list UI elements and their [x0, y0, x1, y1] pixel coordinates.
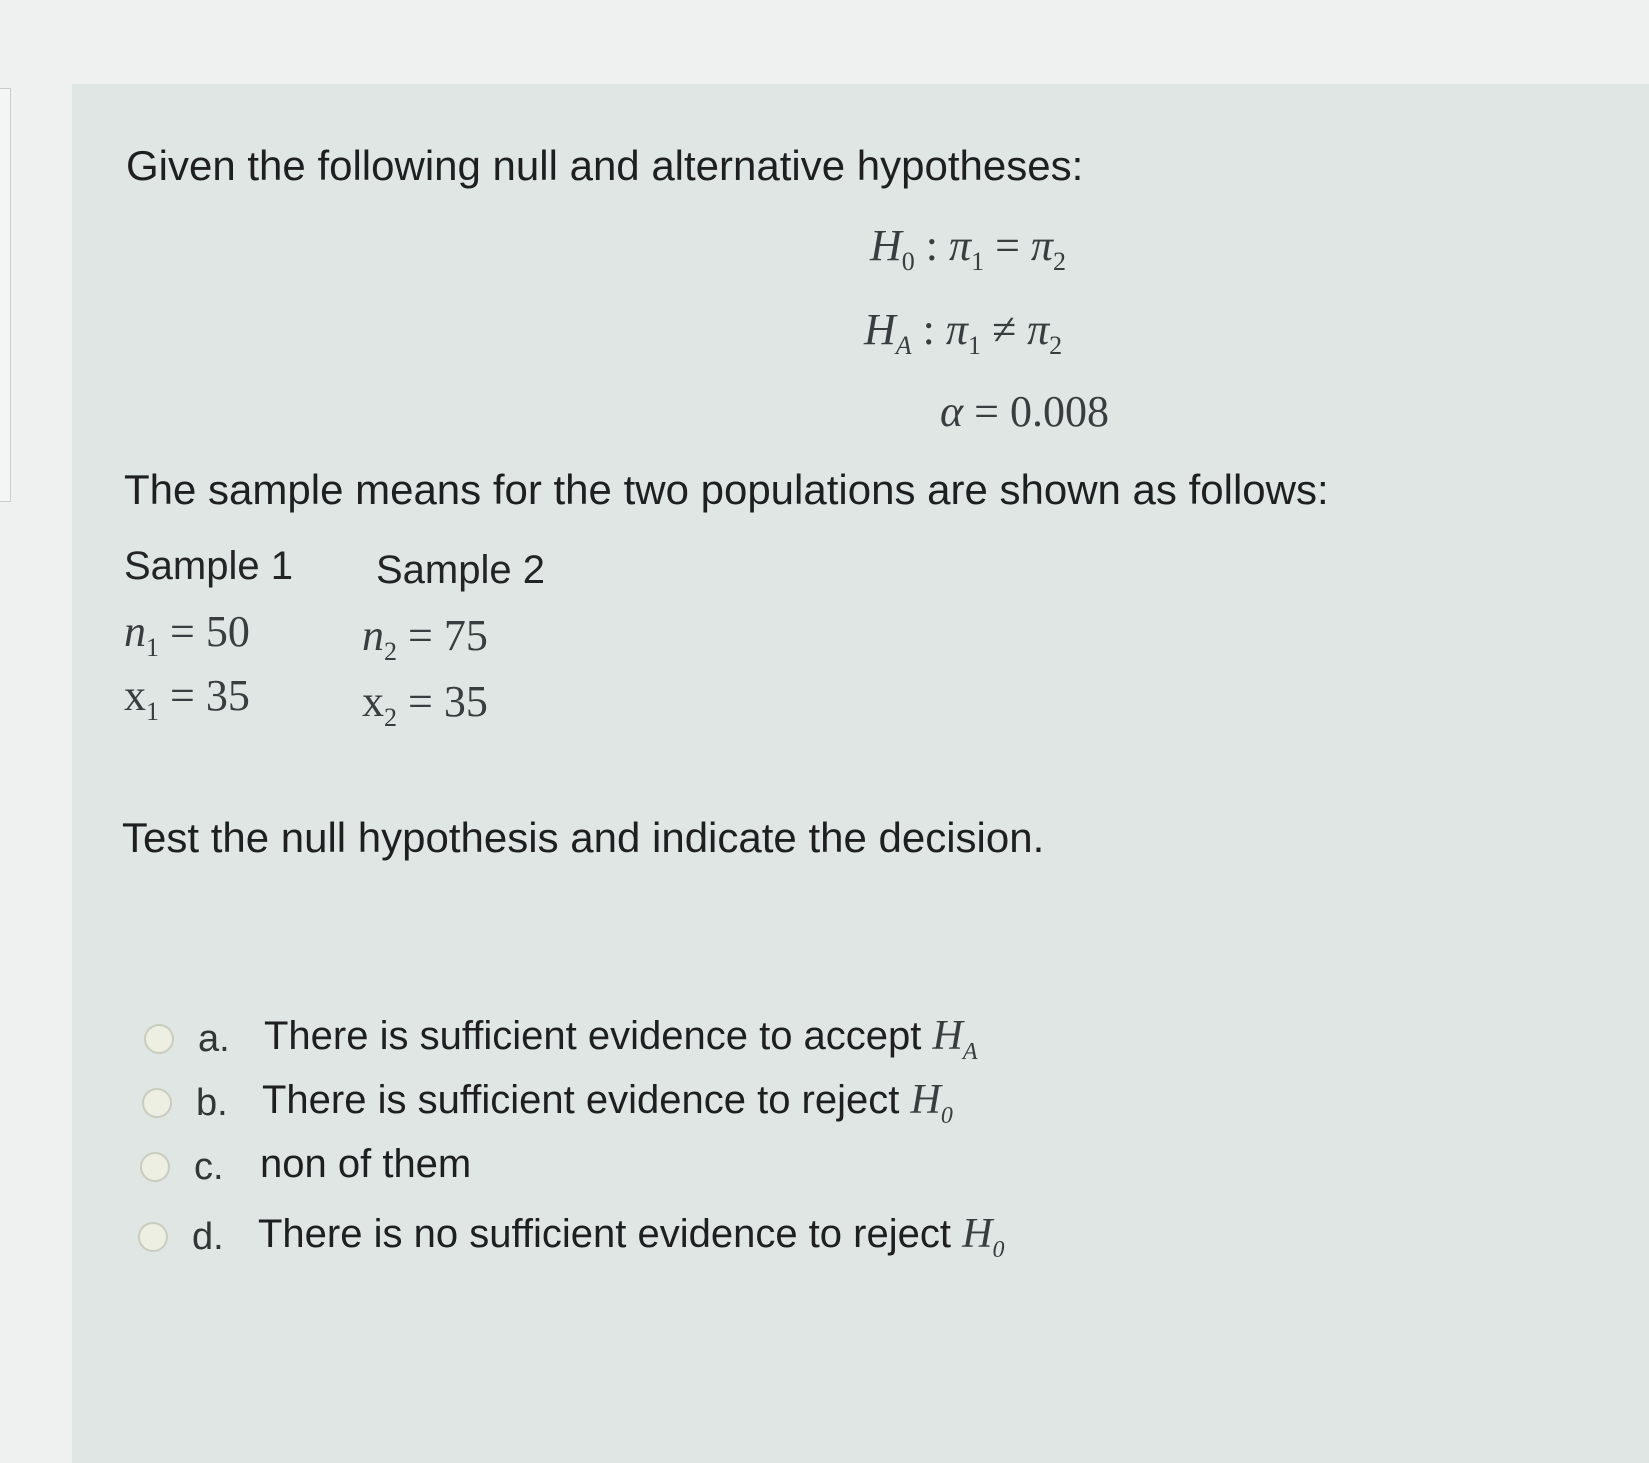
significance-level: α = 0.008 — [940, 387, 1109, 436]
instruction-text: Test the null hypothesis and indicate the decision. — [122, 814, 1045, 861]
sample-1-x: $x_1 = 35$ — [124, 671, 250, 726]
option-b-letter: b. — [196, 1081, 228, 1124]
question-intro: Given the following null and alternative hypotheses: — [126, 142, 1084, 189]
sample-2-header: Sample 2 — [376, 548, 545, 592]
option-c[interactable] — [140, 1140, 472, 1194]
sample-1-n: $n_1 = 50$ — [124, 607, 250, 662]
option-d-radio[interactable] — [138, 1222, 168, 1252]
option-d-text[interactable]: There is no sufficient evidence to reject $H_0$ — [258, 1211, 1005, 1263]
option-b-radio[interactable] — [142, 1088, 172, 1118]
option-d-letter: d. — [192, 1215, 224, 1258]
question-panel — [72, 84, 1649, 1463]
sample-1-header: Sample 1 — [124, 544, 293, 588]
sample-2-n: $n_2 = 75$ — [362, 611, 488, 666]
option-b[interactable] — [142, 1076, 953, 1130]
option-c-radio[interactable] — [140, 1152, 170, 1182]
option-a[interactable] — [144, 1012, 978, 1066]
option-a-letter: a. — [198, 1017, 230, 1060]
null-hypothesis: $H_0$ : $\pi_1 = \pi_2$ — [870, 221, 1066, 276]
option-d[interactable] — [138, 1210, 1005, 1264]
sample-2-x: $x_2 = 35$ — [362, 677, 488, 732]
sample-intro: The sample means for the two populations are shown as follows: — [124, 466, 1329, 513]
option-a-radio[interactable] — [144, 1024, 174, 1054]
option-c-text[interactable]: non of them — [260, 1142, 472, 1186]
option-a-text[interactable]: There is sufficient evidence to accept $H_A$ — [264, 1013, 978, 1065]
left-frame-edge — [0, 88, 11, 502]
option-b-text[interactable]: There is sufficient evidence to reject $H_0$ — [262, 1077, 953, 1129]
option-c-letter: c. — [194, 1145, 224, 1188]
alternative-hypothesis: $H_A$ : $\pi_1 \ne \pi_2$ — [864, 305, 1063, 360]
